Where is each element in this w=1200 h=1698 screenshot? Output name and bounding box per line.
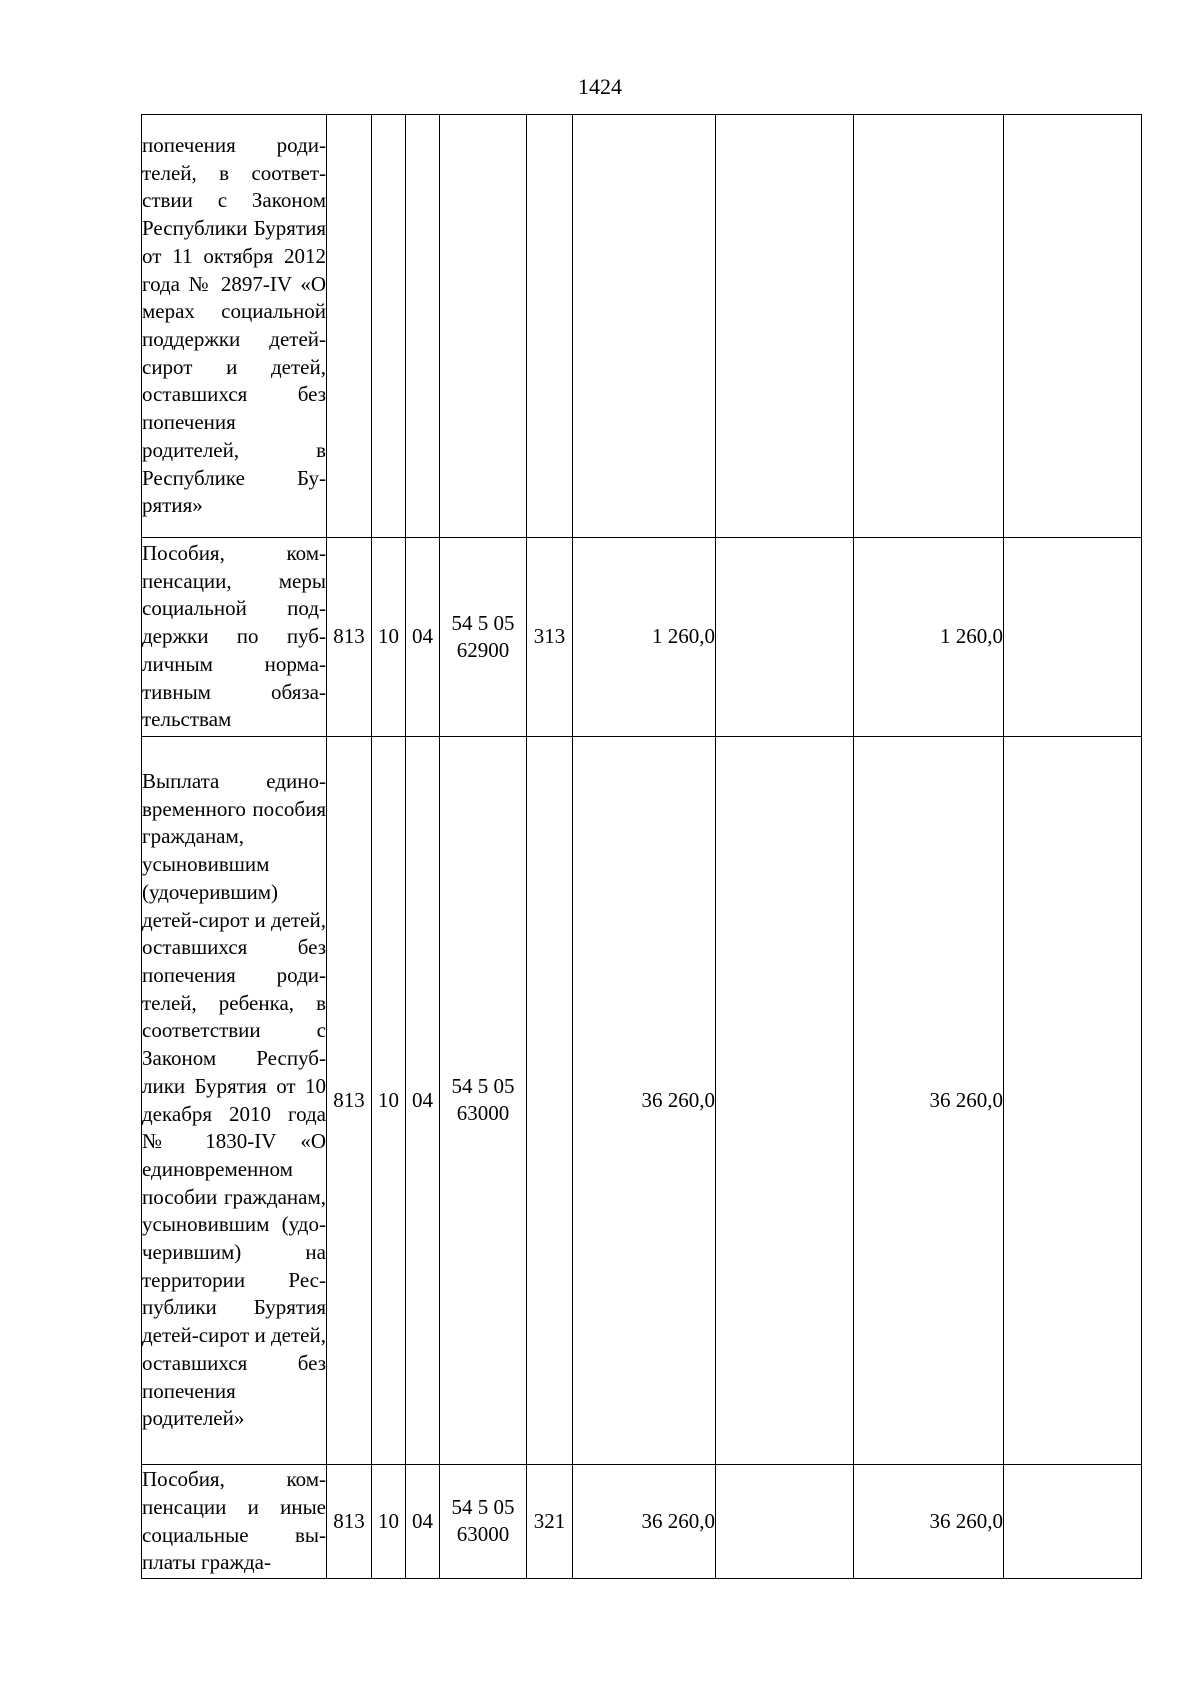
subsection-code: [406, 115, 440, 538]
total-amount: 36 260,0: [573, 1465, 716, 1579]
regional-amount: [854, 115, 1004, 538]
ministry-code: 813: [327, 737, 372, 1465]
section-code: 10: [372, 737, 406, 1465]
table-row: [142, 115, 1142, 538]
expense-type-code: 313: [527, 538, 573, 737]
expense-type-code: [527, 115, 573, 538]
target-article-code: [440, 737, 527, 1465]
total-amount: 36 260,0: [573, 737, 716, 1465]
amount-column-8: [716, 538, 854, 737]
regional-amount: 36 260,0: [854, 737, 1004, 1465]
target-article-value: 54 5 05 63000: [451, 1074, 515, 1126]
amount-column-10: [1004, 737, 1142, 1465]
subsection-code: 04: [406, 1465, 440, 1579]
target-article-code: [440, 115, 527, 538]
budget-table: [141, 114, 1142, 1579]
row-description: Пособия, компенсации и иные социальные выплаты гражда-: [142, 1465, 327, 1579]
table-row: [142, 737, 1142, 1465]
row-description: Выплата единовременного пособия гражданам, усыновившим (удочерившим) детей-сирот и детей, оставшихся без попечения родителей, ребенка, в соответствии с Законом Республики Бурятия от 10 декабря 2010 года № 1830-IV «О единовременном пособии гражданам, усыновившим (удочерившим) на территории Республики Бурятия детей-сирот и детей, оставшихся без попечения родителей»: [142, 737, 327, 1465]
subsection-code: 04: [406, 538, 440, 737]
expense-type-code: 321: [527, 1465, 573, 1579]
expense-type-code: [527, 737, 573, 1465]
total-amount: [573, 115, 716, 538]
ministry-code: [327, 115, 372, 538]
total-amount: 1 260,0: [573, 538, 716, 737]
ministry-code: 813: [327, 538, 372, 737]
target-article-value: 54 5 05 62900: [451, 610, 515, 662]
section-code: 10: [372, 538, 406, 737]
amount-column-10: [1004, 1465, 1142, 1579]
regional-amount: 1 260,0: [854, 538, 1004, 737]
row-description: Пособия, компенсации, меры социальной поддержки по публичным нормативным обязательствам: [142, 538, 327, 737]
table-row: [142, 1465, 1142, 1579]
table-row: [142, 538, 1142, 737]
ministry-code: 813: [327, 1465, 372, 1579]
section-code: 10: [372, 1465, 406, 1579]
amount-column-8: [716, 115, 854, 538]
target-article-code: [440, 538, 527, 737]
page-number: 1424: [578, 74, 622, 99]
target-article-code: [440, 1465, 527, 1579]
amount-column-8: [716, 1465, 854, 1579]
amount-column-10: [1004, 115, 1142, 538]
section-code: [372, 115, 406, 538]
regional-amount: 36 260,0: [854, 1465, 1004, 1579]
amount-column-10: [1004, 538, 1142, 737]
amount-column-8: [716, 737, 854, 1465]
subsection-code: 04: [406, 737, 440, 1465]
row-description: попечения родителей, в соответствии с Законом Республики Бурятия от 11 октября 2012 года № 2897-IV «О мерах социальной поддержки детей-сирот и детей, оставшихся без попечения родителей, в Республике Бурятия»: [142, 115, 327, 538]
target-article-value: 54 5 05 63000: [451, 1495, 515, 1547]
